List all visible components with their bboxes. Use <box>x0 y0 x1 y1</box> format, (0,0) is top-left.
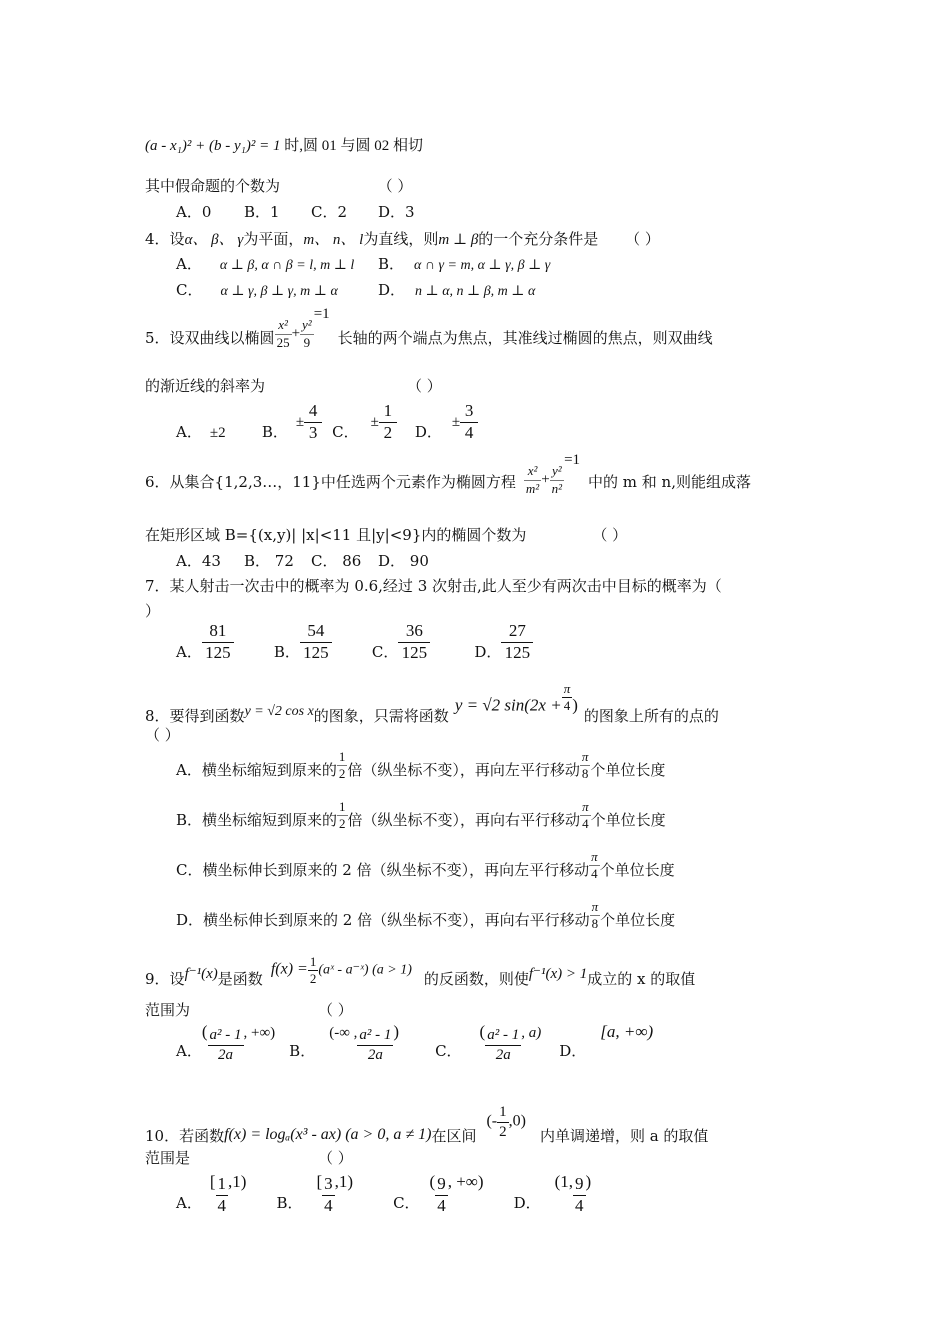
q9-b-left: (-∞ , <box>329 1025 358 1041</box>
q8-a-pd: 8 <box>581 766 589 782</box>
q9-c-num: a² - 1 <box>485 1027 521 1046</box>
q5-b-num: 4 <box>304 402 322 423</box>
q10-a-num: 1 <box>216 1175 229 1196</box>
q4-label-b: B． <box>378 255 405 273</box>
q6-option-a: A．43 <box>176 552 221 570</box>
q4-label-c: C． <box>176 281 203 299</box>
q8-d-pre: 横坐标伸长到原来的 2 倍（纵坐标不变），再向右平行移动 <box>203 910 590 929</box>
q6-stem-line2 <box>145 525 627 545</box>
q10-b-right: ,1) <box>334 1172 354 1191</box>
q8-b-scale-frac <box>337 800 348 832</box>
q8-option-d <box>176 900 675 932</box>
q5-label-b: B． <box>261 423 288 442</box>
q10-answer-paren: （ ） <box>318 1149 353 1167</box>
q10-int-frac <box>497 1104 509 1140</box>
q5-pm-c: ± <box>370 413 379 430</box>
q5-option-a-value: ±2 <box>209 425 226 442</box>
q10-d-den: 4 <box>575 1195 584 1215</box>
q8-c-post: 个单位长度 <box>599 860 675 879</box>
q9-b-num: a² - 1 <box>357 1027 393 1046</box>
q5-d-den: 4 <box>464 422 474 442</box>
q9-c-right: , a) <box>521 1025 542 1041</box>
q8-b-pn: π <box>580 800 591 816</box>
q10-options <box>176 1172 591 1215</box>
q5-ellipse-x-term <box>275 318 292 350</box>
q10-line2-text: 范围是 <box>145 1149 191 1167</box>
q7-d-den: 125 <box>504 642 531 662</box>
q9-label-c: C． <box>435 1042 462 1060</box>
q8-d-label: D． <box>176 910 204 929</box>
q9-a-num: a² - 1 <box>208 1027 244 1046</box>
q3-option-d: D．3 <box>378 203 415 221</box>
q8-d-shift-frac <box>590 900 601 932</box>
q4-answer-paren: （ ） <box>625 230 660 248</box>
q8-d-pn: π <box>590 900 601 916</box>
q4-lines: m、 n、 l <box>303 232 364 248</box>
q4-condition: m ⊥ β <box>438 232 479 248</box>
q5-b-den: 3 <box>308 422 318 442</box>
q7-c-den: 125 <box>401 642 428 662</box>
q8-pi: π <box>562 682 573 698</box>
q8-a-mid: 倍（纵坐标不变），再向左平行移动 <box>347 760 580 779</box>
q4-option-b-text: α ∩ γ = m, α ⊥ γ, β ⊥ γ <box>414 258 551 273</box>
q9-f-rhs: (aˣ - a⁻ˣ) (a > 1) <box>318 962 412 978</box>
q10-text-b: 在区间 <box>431 1126 477 1145</box>
q9-text-d: 成立的 x 的取值 <box>587 970 696 989</box>
q8-option-b <box>176 800 666 832</box>
q8-d-post: 个单位长度 <box>600 910 676 929</box>
q5-option-d-frac <box>460 402 478 442</box>
q8-stem <box>145 682 719 728</box>
q9-stem-line2 <box>145 1000 353 1020</box>
q5-label-a: A． <box>176 423 202 442</box>
q4-option-a-text: α ⊥ β, α ∩ β = l, m ⊥ l <box>219 258 355 273</box>
q9-a-right: , +∞) <box>243 1025 276 1041</box>
q8-a-pre: 横坐标缩短到原来的 <box>201 760 337 779</box>
q8-option-c <box>176 850 675 882</box>
q9-a-left: ( <box>201 1022 208 1041</box>
q8-four: 4 <box>563 698 571 714</box>
q9-c-left: ( <box>479 1022 486 1041</box>
q9-label-d: D． <box>559 1042 587 1060</box>
q6-rhs: =1 <box>564 452 581 468</box>
q8-c-label: C． <box>176 860 203 879</box>
q10-number: 10． <box>145 1126 180 1145</box>
q10-b-num: 3 <box>322 1175 335 1196</box>
q5-stem-line2 <box>145 376 442 396</box>
q3-option-c: C．2 <box>311 203 348 221</box>
q7-label-d: D． <box>474 643 502 662</box>
q6-answer-paren: （ ） <box>592 526 628 544</box>
q6-text-c: 在矩形区域 B={(x,y)| |x|<11 且|y|<9}内的椭圆个数为 <box>145 526 527 544</box>
q10-function: f(x) = logₐ(x³ - ax) (a > 0, a ≠ 1) <box>224 1125 432 1143</box>
q8-b-fn: 1 <box>337 800 348 816</box>
q5-number: 5． <box>145 328 170 347</box>
q4-text-b: 为平面， <box>243 230 304 248</box>
q8-a-label: A． <box>176 760 202 779</box>
q5-stem <box>145 306 713 350</box>
q8-d-pd: 8 <box>591 916 599 932</box>
q9-d-value: [a, +∞) <box>600 1022 654 1041</box>
q9-a-den: 2a <box>218 1046 234 1063</box>
q8-answer-paren: （ ） <box>145 726 180 744</box>
q5-label-c: C． <box>332 423 359 442</box>
q9-half-den: 2 <box>309 971 317 987</box>
q10-d-frac <box>573 1175 586 1215</box>
q5-text-c: 的渐近线的斜率为 <box>145 377 266 395</box>
q10-int-left: (- <box>486 1112 498 1130</box>
q10-label-b: B． <box>276 1194 303 1213</box>
q8-a-shift-frac <box>580 750 591 782</box>
q6-x-term <box>524 464 541 496</box>
q7-b-num: 54 <box>300 622 332 643</box>
q5-answer-paren: （ ） <box>407 377 442 395</box>
q5-x2: x² <box>275 318 292 334</box>
q7-label-a: A． <box>176 643 202 662</box>
q10-label-c: C． <box>393 1194 420 1213</box>
q10-b-frac <box>322 1175 335 1215</box>
q4-option-d <box>378 280 535 302</box>
q8-text-b: 的图象，只需将函数 <box>313 707 449 726</box>
q6-option-d: D． 90 <box>378 552 429 570</box>
q9-half <box>308 955 319 987</box>
q5-pm-d: ± <box>451 413 461 430</box>
q4-number: 4． <box>145 230 170 248</box>
q8-b-pd: 4 <box>582 816 589 832</box>
q6-x2: x² <box>524 464 541 480</box>
q10-label-d: D． <box>513 1194 541 1213</box>
q6-y-term <box>550 464 564 496</box>
q4-text-c: 为直线，则 <box>363 230 439 248</box>
q7-a-den: 125 <box>205 642 231 662</box>
q10-b-left: [ <box>316 1172 323 1191</box>
q7-c-num: 36 <box>398 622 430 643</box>
q6-stem <box>145 452 751 496</box>
q8-b-fd: 2 <box>339 816 346 832</box>
q10-a-frac <box>216 1175 229 1215</box>
q10-text-c: 内单调递增，则 a 的取值 <box>539 1126 709 1145</box>
q8-c-pd: 4 <box>591 866 598 882</box>
q4-option-c-text: α ⊥ γ, β ⊥ γ, m ⊥ α <box>220 284 338 299</box>
q3-option-b: B．1 <box>244 203 280 221</box>
q7-option-b-frac <box>300 622 332 662</box>
q7-label-c: C． <box>371 643 399 662</box>
q6-number: 6． <box>145 472 170 491</box>
q5-rhs: =1 <box>313 306 330 322</box>
q8-text-a: 要得到函数 <box>169 707 245 726</box>
q10-b-den: 4 <box>324 1195 333 1215</box>
q8-c-pn: π <box>589 850 600 866</box>
q5-options <box>176 402 478 442</box>
q8-b-mid: 倍（纵坐标不变），再向右平行移动 <box>347 810 581 829</box>
q9-label-a: A． <box>176 1042 202 1060</box>
q8-a-post: 个单位长度 <box>590 760 666 779</box>
q10-d-left: (1, <box>554 1172 574 1191</box>
q5-y2: y² <box>300 318 314 334</box>
q9-text-b: 是函数 <box>217 970 263 989</box>
q4-option-b <box>378 254 550 276</box>
q8-text-c: 的图象上所有的点的 <box>583 707 719 726</box>
q9-b-right: ) <box>393 1022 400 1041</box>
q10-c-left: ( <box>429 1172 436 1191</box>
tangent-text: 时,圆 01 与圆 02 相切 <box>284 138 423 154</box>
q10-stem-line2 <box>145 1148 353 1168</box>
q6-n2: n² <box>551 480 563 496</box>
q9-inverse: f⁻¹(x) <box>184 966 218 983</box>
q10-int-den: 2 <box>499 1123 507 1140</box>
q10-int-num: 1 <box>497 1104 509 1123</box>
q6-text-a: 从集合{1,2,3…，11}中任选两个元素作为椭圆方程 <box>169 472 516 491</box>
q9-condition: f⁻¹(x) > 1 <box>528 966 588 983</box>
q9-number: 9． <box>145 970 170 989</box>
q8-option-a <box>176 750 665 782</box>
q7-option-d-frac <box>501 622 533 662</box>
q9-half-num: 1 <box>308 955 319 971</box>
q3-answer-paren: （ ） <box>377 177 413 195</box>
q3-condition-line <box>145 136 423 156</box>
q5-c-num: 1 <box>379 402 397 423</box>
q4-stem <box>145 229 660 250</box>
q5-c-den: 2 <box>383 422 393 442</box>
q4-label-d: D． <box>378 281 406 299</box>
q10-c-frac <box>435 1175 448 1215</box>
q5-ellipse-y-term <box>300 318 314 350</box>
q7-b-den: 125 <box>303 642 329 662</box>
q9-answer-paren: （ ） <box>318 1001 353 1019</box>
q8-c-pre: 横坐标伸长到原来的 2 倍（纵坐标不变），再向左平行移动 <box>202 860 590 879</box>
q10-d-num: 9 <box>573 1175 586 1196</box>
q9-options <box>176 1022 653 1063</box>
q8-b-shift-frac <box>580 800 591 832</box>
q8-a-pn: π <box>580 750 591 766</box>
q8-c-shift-frac <box>589 850 600 882</box>
q8-b-pre: 横坐标缩短到原来的 <box>202 810 338 829</box>
q10-int-right: ,0) <box>508 1112 526 1130</box>
q4-option-c <box>176 280 338 302</box>
q4-label-a: A． <box>176 255 202 273</box>
q10-a-den: 4 <box>217 1195 227 1215</box>
q4-option-d-text: n ⊥ α, n ⊥ β, m ⊥ α <box>415 284 536 299</box>
q5-option-c-frac <box>379 402 397 442</box>
q9-text-c: 的反函数，则使 <box>423 970 529 989</box>
q6-m2: m² <box>525 480 540 496</box>
q10-c-den: 4 <box>437 1195 446 1215</box>
q8-a-scale-frac <box>337 750 348 782</box>
q9-label-b: B． <box>289 1042 316 1060</box>
q9-f-lhs: f(x) = <box>270 960 308 978</box>
q7-option-a-frac <box>202 622 234 662</box>
q8-b-label: B． <box>176 810 203 829</box>
q9-c-frac <box>485 1027 521 1063</box>
q8-target-function: y = √2 cos x <box>244 704 314 720</box>
q5-pm-b: ± <box>295 413 305 430</box>
q5-a2: 25 <box>276 334 290 350</box>
q3-option-a: A．0 <box>176 203 212 221</box>
q10-a-left: [ <box>209 1172 216 1191</box>
q9-stem <box>145 955 695 991</box>
q3-question-tail <box>145 176 412 196</box>
q5-d-num: 3 <box>460 402 478 423</box>
q9-a-frac <box>208 1027 244 1063</box>
q5-option-b-frac <box>304 402 322 442</box>
q10-d-right: ) <box>585 1172 592 1191</box>
q6-plus: + <box>541 471 550 488</box>
q7-a-num: 81 <box>202 622 234 643</box>
q8-b-post: 个单位长度 <box>590 810 666 829</box>
q7-label-b: B． <box>273 643 300 662</box>
q9-line2-text: 范围为 <box>145 1001 191 1019</box>
q9-b-den: 2a <box>367 1046 383 1063</box>
q10-label-a: A． <box>176 1194 202 1213</box>
q8-a-fd: 2 <box>338 766 346 782</box>
q3-text: 其中假命题的个数为 <box>145 177 281 195</box>
q6-y2: y² <box>550 464 564 480</box>
q9-text-a: 设 <box>169 970 185 989</box>
q10-stem <box>145 1104 708 1148</box>
q4-text-d: 的一个充分条件是 <box>478 230 599 248</box>
q5-plus: + <box>291 325 301 342</box>
q8-source-pi-over-4 <box>562 682 573 714</box>
q7-option-c-frac <box>398 622 430 662</box>
q6-option-b: B． 72 <box>244 552 294 570</box>
q4-planes: α、 β、 γ <box>184 232 244 248</box>
q6-option-c: C． 86 <box>311 552 362 570</box>
q4-text-a: 设 <box>169 230 185 248</box>
q4-option-a <box>176 254 354 276</box>
q8-close-paren: ) <box>572 695 578 715</box>
q7-d-num: 27 <box>501 622 533 643</box>
q8-number: 8． <box>145 707 170 726</box>
q7-options <box>176 622 533 662</box>
q5-text-b: 长轴的两个端点为焦点，其准线过椭圆的焦点，则双曲线 <box>337 328 713 347</box>
q10-c-right: , +∞) <box>447 1172 484 1191</box>
q9-b-frac <box>357 1027 393 1063</box>
q5-text-a: 设双曲线以椭圆 <box>169 328 275 347</box>
q8-a-fn: 1 <box>337 750 348 766</box>
q6-text-b: 中的 m 和 n,则能组成落 <box>588 472 751 491</box>
q5-label-d: D． <box>414 423 442 442</box>
q8-source-function: y = √2 sin(2x + <box>454 695 562 715</box>
q7-stem: 7．某人射击一次击中的概率为 0.6,经过 3 次射击,此人至少有两次击中目标的概率为（ <box>145 577 722 595</box>
q10-c-num: 9 <box>435 1175 448 1196</box>
q5-b2: 9 <box>303 334 311 350</box>
q9-c-den: 2a <box>495 1046 511 1063</box>
circle-equation: (a - x₁)² + (b - y₁)² = 1 <box>145 138 281 154</box>
q10-text-a: 若函数 <box>179 1126 225 1145</box>
q10-a-right: ,1) <box>228 1172 247 1191</box>
q7-stem-end: ） <box>145 602 161 620</box>
